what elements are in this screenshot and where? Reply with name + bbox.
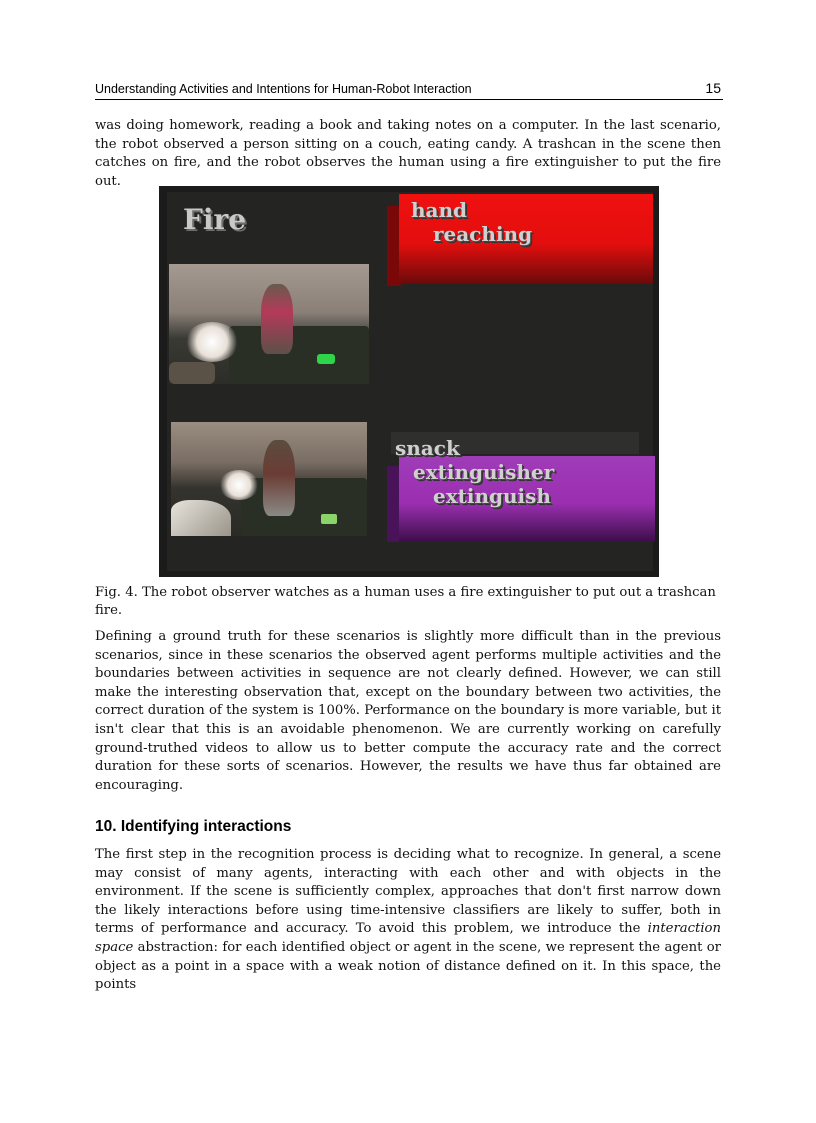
snack-package [317, 354, 335, 364]
label-extinguish: extinguish [433, 484, 551, 508]
paragraph-text-end: abstraction: for each identified object or agent in the scene, we represent the agent or object as a point in a space with a weak notion of distance defined on it. In this space, the points [95, 939, 721, 993]
video-frame-top [169, 264, 369, 384]
running-header [95, 80, 723, 100]
paragraph-text-start: The first step in the recognition process is deciding what to recognize. In general, a scene may consist of many agents, interacting with each other and with objects in the environment. If the scene is sufficiently complex, approaches that don't first narrow down the likely interactions before using time-intensive classifiers are likely to suffer, both in terms of performance and accuracy. To avoid this problem, we introduce the [95, 847, 721, 937]
figure-4 [159, 186, 659, 577]
person [261, 284, 293, 354]
video-frame-bottom [171, 422, 367, 536]
label-hand: hand [411, 198, 468, 222]
person [263, 440, 295, 516]
section-heading: 10. Identifying interactions [95, 818, 292, 835]
trashcan [169, 362, 215, 384]
label-extinguisher: extinguisher [413, 460, 555, 484]
page-number: 15 [705, 80, 721, 96]
figure-caption: Fig. 4. The robot observer watches as a human uses a fire extinguisher to put out a trashcan fire. [95, 585, 716, 618]
running-title: Understanding Activities and Intentions for Human-Robot Interaction [95, 82, 472, 96]
figure-title: Fire [183, 203, 247, 236]
term-interaction-space: interaction space [95, 921, 721, 955]
paragraph-identifying-interactions [95, 846, 721, 995]
label-snack: snack [395, 436, 460, 460]
couch [229, 326, 369, 384]
snack-package [321, 514, 337, 524]
paragraph-scenarios: was doing homework, reading a book and taking notes on a computer. In the last scenario, the robot observed a person sitting on a couch, eating candy. A trashcan in the scene then catches on fire, and the robot observes the human using a fire extinguisher to put the fire out. [95, 118, 721, 189]
paragraph-ground-truth: Defining a ground truth for these scenarios is slightly more difficult than in the previous scenarios, since in these scenarios the observed agent performs multiple activities and the boundaries between activities in sequence are not clearly defined. However, we can still make the interesting observation that, except on the boundary between two activities, the correct duration of the system is 100%. Performance on the boundary is more variable, but it isn't clear that this is an avoidable phenomenon. We are currently working on carefully ground-truthed videos to allow us to better compute the accuracy rate and the correct duration for these sorts of scenarios. However, the results we have thus far obtained are encouraging. [95, 629, 721, 793]
couch [241, 478, 367, 536]
extinguisher-spray [219, 470, 259, 500]
extinguisher-foam [171, 500, 231, 536]
label-reaching: reaching [433, 222, 533, 246]
extinguisher-spray [185, 322, 239, 362]
